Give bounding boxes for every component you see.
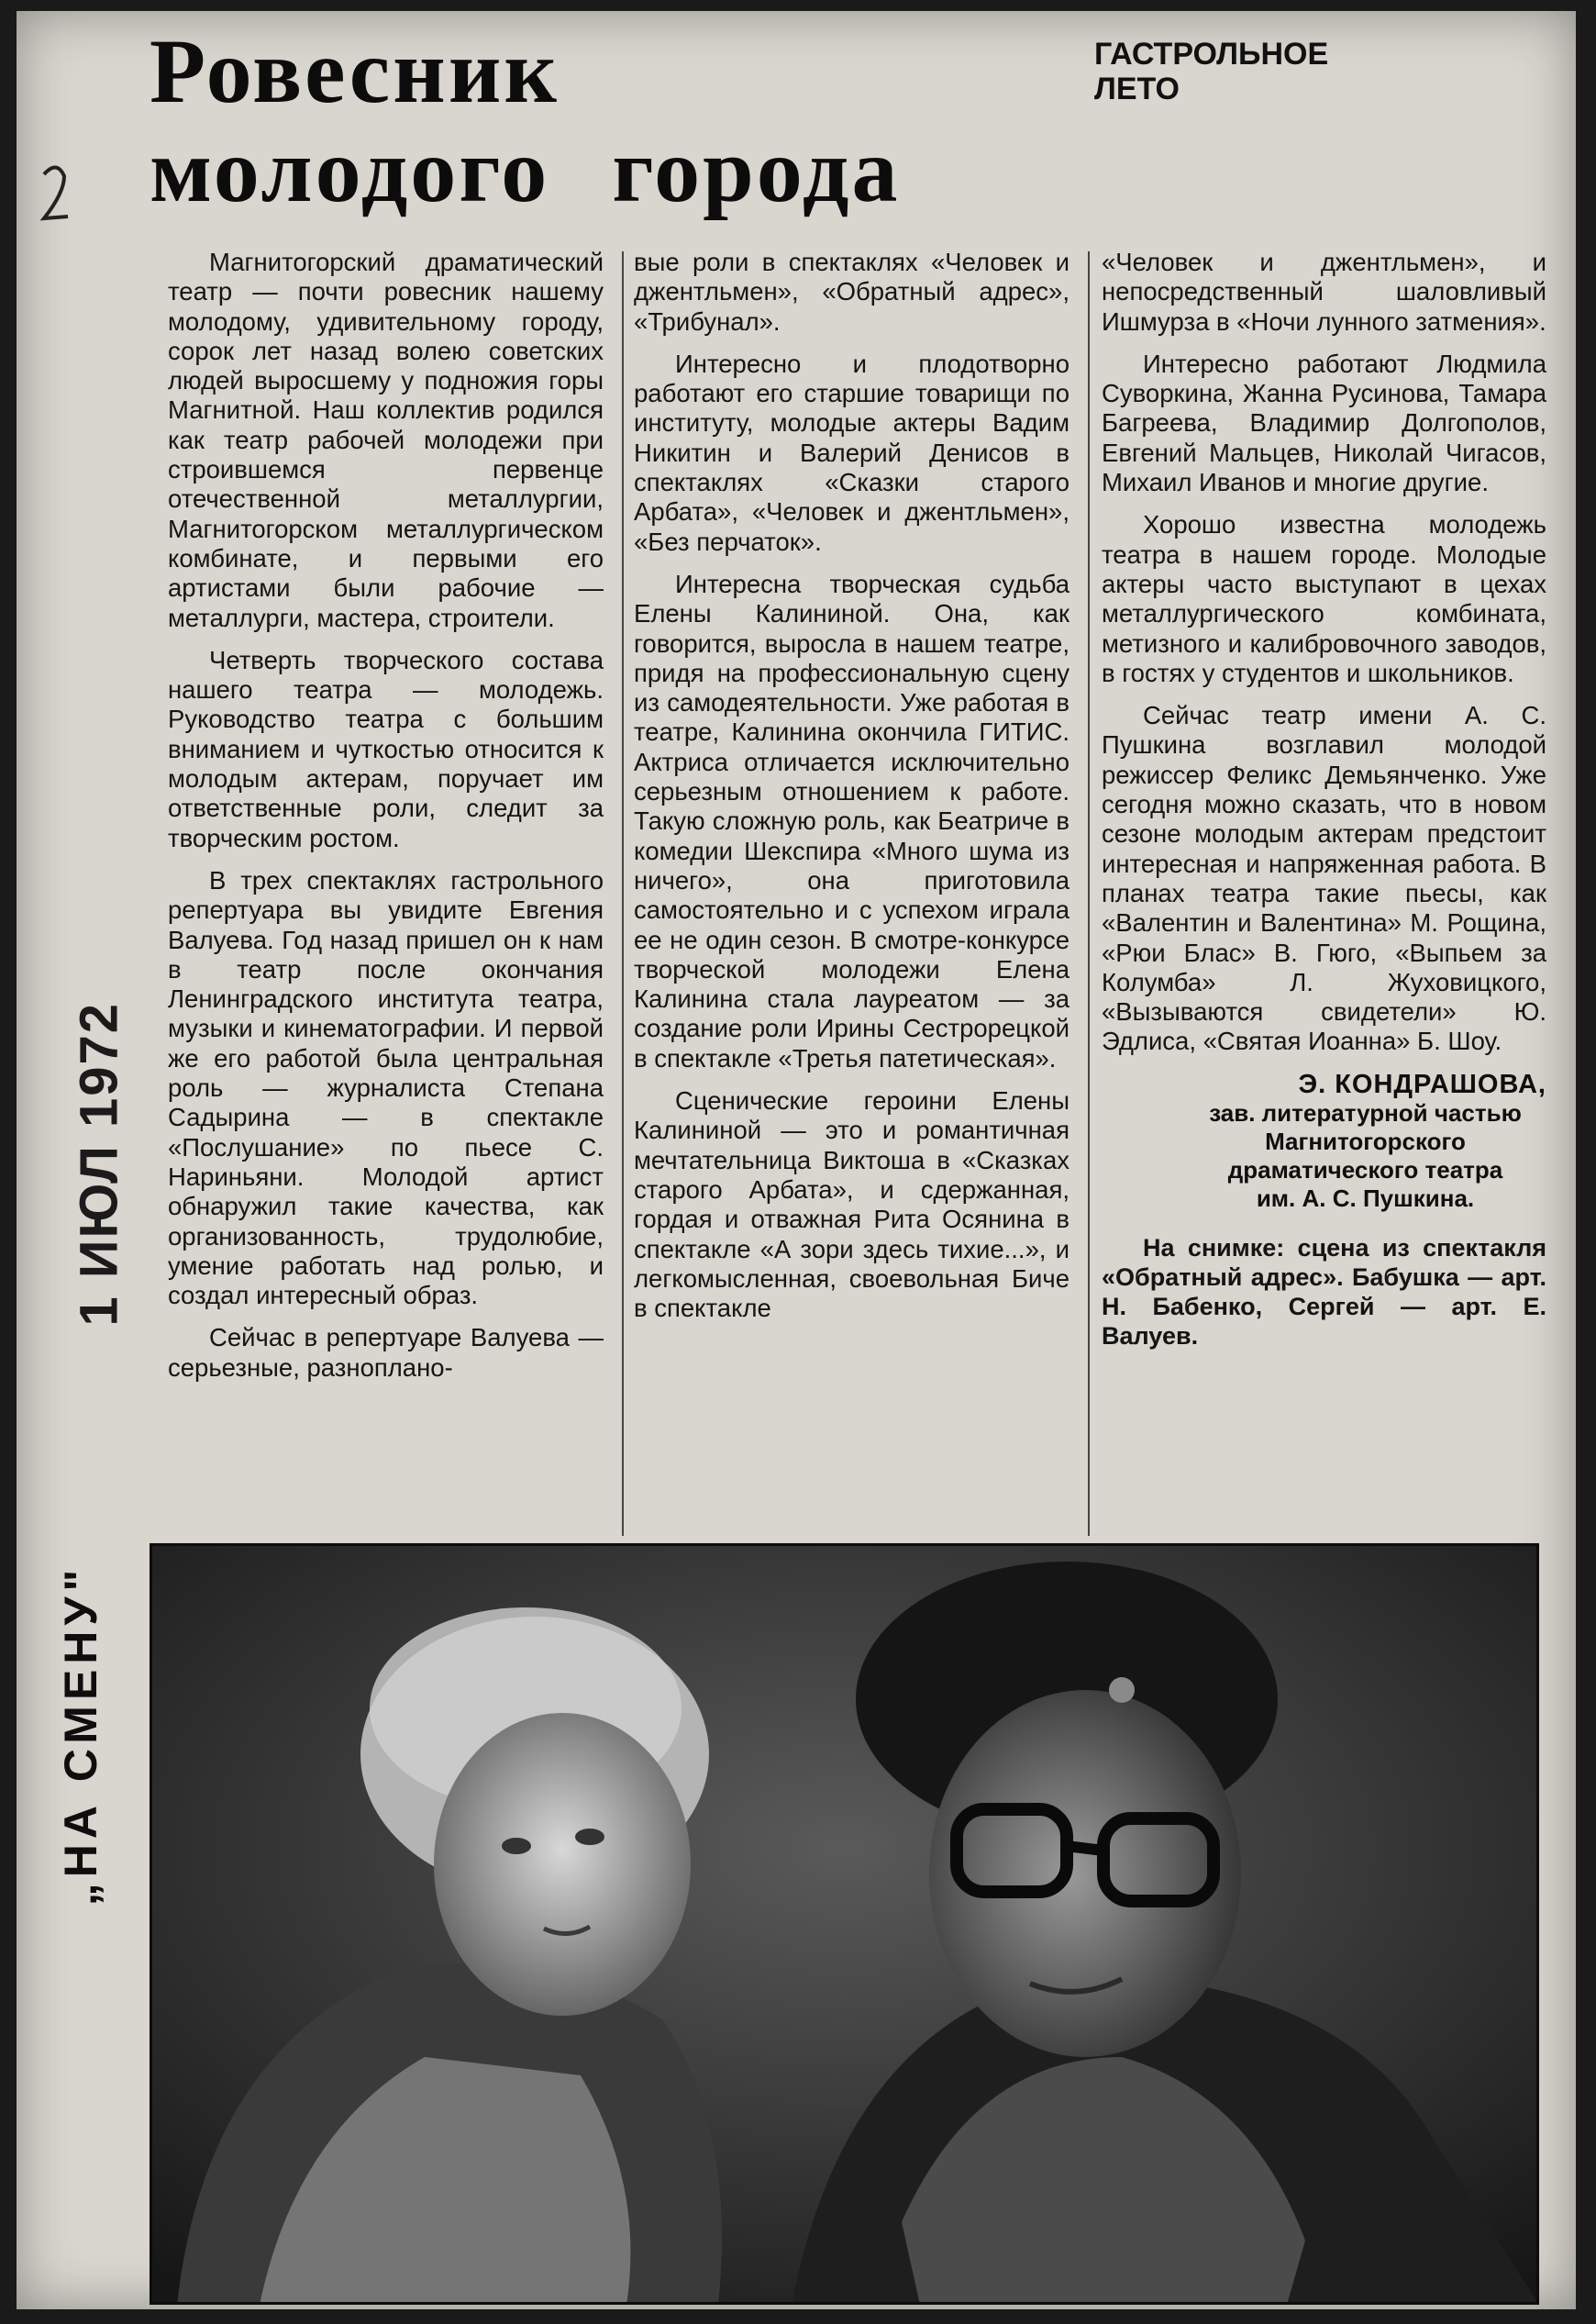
author-position-line: им. А. С. Пушкина. [1256, 1184, 1475, 1213]
column-divider [622, 251, 624, 1536]
photo-caption: На снимке: сцена из спектакля «Обратный адрес». Бабушка — арт. Н. Бабенко, Сергей — арт. Е. Валуев. [1102, 1234, 1546, 1351]
source-label [35, 1442, 163, 2048]
article-photo [150, 1543, 1539, 2305]
author-position-line: зав. литературной частью [1209, 1099, 1522, 1128]
headline [150, 22, 1113, 220]
paragraph: Хорошо известна молодежь театра в нашем городе. Молодые актеры часто выступают в цехах металлургического комбината, метизного и калибровочного заводов, в гостях у студентов и школьников. [1102, 510, 1546, 687]
article-column-1 [168, 248, 604, 1396]
date-stamp-text: 1 ИЮЛ 1972 [69, 1002, 129, 1327]
headline-line-1: Ровесник [150, 20, 560, 122]
paragraph: вые роли в спектаклях «Человек и джентльмен», «Обратный адрес», «Трибунал». [634, 248, 1070, 336]
headline-line-2: молодого города [150, 119, 901, 221]
source-newspaper: „НА СМЕНУ" [55, 1563, 106, 1907]
paragraph: Магнитогорский драматический театр — почти ровесник нашему молодому, удивительному городу, сорок лет назад волею советских людей выросшему у подножия горы Магнитной. Наш коллектив родился как театр рабочей молодежи при строившемся первенце отечественной металлургии, Магнитогорском металлургическом комбинате, и первыми его артистами были рабочие — металлурги, мастера, строители. [168, 248, 604, 632]
paragraph: Интересно работают Людмила Суворкина, Жанна Русинова, Тамара Багреева, Владимир Долгополов, Евгений Мальцев, Николай Чигасов, Михаил Иванов и многие другие. [1102, 349, 1546, 497]
date-stamp [44, 974, 145, 1327]
paragraph: Четверть творческого состава нашего театра — молодежь. Руководство театра с большим вниманием и чуткостью относится к молодым актерам, поручает им ответственные роли, следит за творческим ростом. [168, 645, 604, 852]
paragraph: Сценические героини Елены Калининой — это и романтичная мечтательница Виктоша в «Сказках старого Арбата», и сдержанная, гордая и отважная Рита Осянина в спектакле «А зори здесь тихие...», и легкомысленная, своевольная Биче в спектакле [634, 1086, 1070, 1323]
article-column-2 [634, 248, 1070, 1336]
author-signature [1102, 1070, 1546, 1213]
paragraph: «Человек и джентльмен», и непосредственный шаловливый Ишмурза в «Ночи лунного затмения». [1102, 248, 1546, 336]
rubric [1094, 37, 1369, 106]
newspaper-clipping [17, 11, 1576, 2309]
rubric-line-2: ЛЕТО [1094, 72, 1180, 106]
paragraph: Сейчас в репертуаре Валуева — серьезные, разноплано- [168, 1323, 604, 1382]
author-name: Э. КОНДРАШОВА, [1298, 1069, 1546, 1099]
author-position-line: Магнитогорского [1265, 1128, 1466, 1156]
paragraph: В трех спектаклях гастрольного репертуара вы увидите Евгения Валуева. Год назад пришел он к нам в театр после окончания Ленинградского института театра, музыки и кинематографии. И первой же его работой была центральная роль — журналиста Степана Садырина — в спектакле «Послушание» по пьесе С. Нариньяни. Молодой артист обнаружил такие качества, как организованность, трудолюбие, умение работать над ролью, и создал интересный образ. [168, 865, 604, 1310]
column-divider [1088, 251, 1090, 1536]
paragraph: Интересна творческая судьба Елены Калининой. Она, как говорится, выросла в нашем театре, придя на профессиональную сцену из самодеятельности. Уже работая в театре, Калинина окончила ГИТИС. Актриса отличается исключительно серьезным отношением к работе. Такую сложную роль, как Беатриче в комедии Шекспира «Много шума из ничего», она приготовила самостоятельно и с успехом играла ее не один сезон. В смотре-конкурсе творческой молодежи Елена Калинина стала лауреатом — за создание роли Ирины Сестрорецкой в спектакле «Третья патетическая». [634, 569, 1070, 1073]
author-position-line: драматического театра [1227, 1156, 1503, 1184]
paragraph: Сейчас театр имени А. С. Пушкина возглавил молодой режиссер Феликс Демьянченко. Уже сегодня можно сказать, что в новом сезоне молодым актерам предстоит интересная и напряженная работа. В планах театра такие пьесы, как «Валентин и Валентина» М. Рощина, «Рюи Блас» В. Гюго, «Выпьем за Колумба» Л. Жуховицкого, «Вызываются свидетели» Ю. Эдлиса, «Святая Иоанна» Б. Шоу. [1102, 701, 1546, 1056]
paragraph: Интересно и плодотворно работают его старшие товарищи по институту, молодые актеры Вадим Никитин и Валерий Денисов в спектаклях «Сказки старого Арбата», «Человек и джентльмен», «Без перчаток». [634, 349, 1070, 556]
handwritten-margin-mark [37, 158, 73, 231]
rubric-line-1: ГАСТРОЛЬНОЕ [1094, 37, 1329, 72]
article-column-3 [1102, 248, 1546, 1351]
